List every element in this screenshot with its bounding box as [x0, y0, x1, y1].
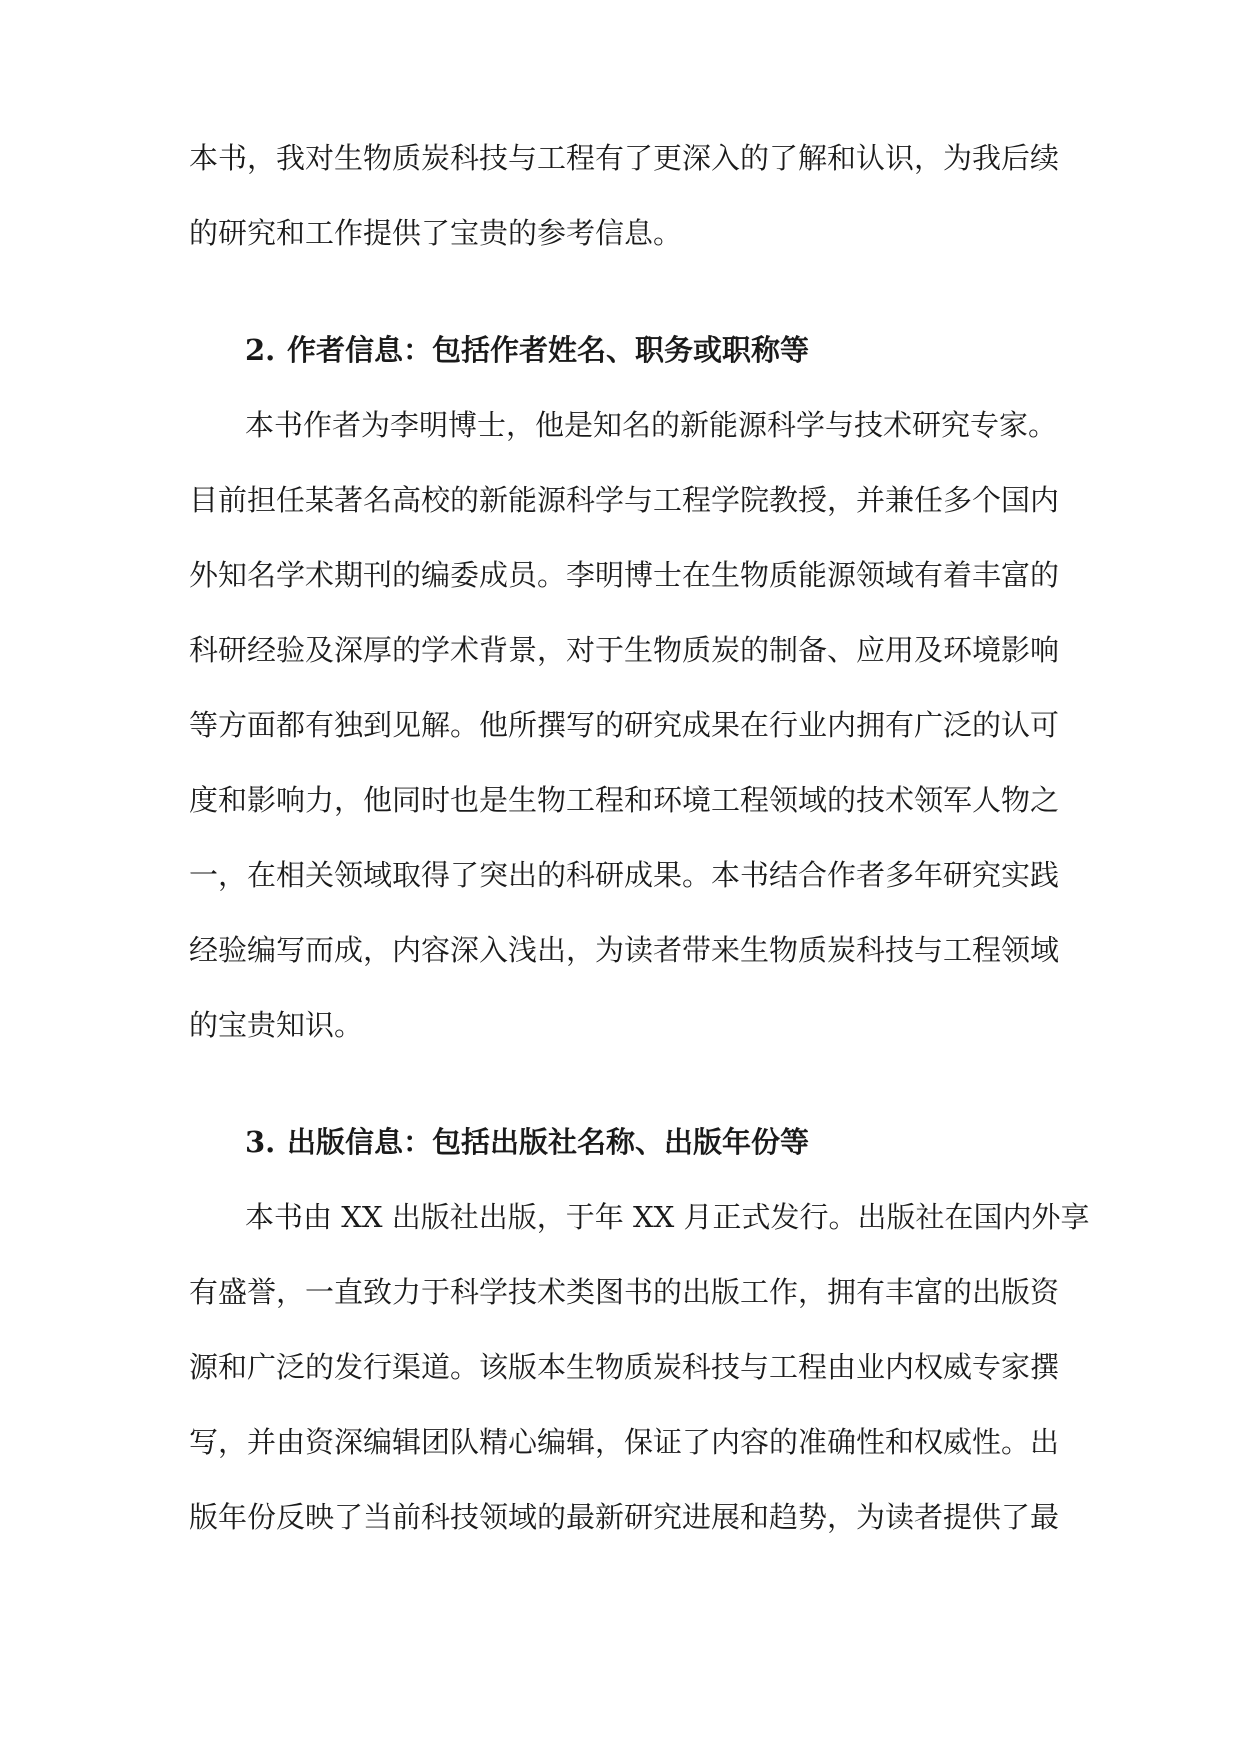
paragraph-line: 一，在相关领域取得了突出的科研成果。本书结合作者多年研究实践 [189, 858, 1060, 892]
section-number: 2. [245, 333, 276, 367]
paragraph-line: 版年份反映了当前科技领域的最新研究进展和趋势，为读者提供了最 [189, 1500, 1060, 1534]
paragraph-line: 等方面都有独到见解。他所撰写的研究成果在行业内拥有广泛的认可 [189, 708, 1060, 742]
section-title: 作者信息：包括作者姓名、职务或职称等 [287, 333, 810, 367]
paragraph-line: 外知名学术期刊的编委成员。李明博士在生物质能源领域有着丰富的 [189, 558, 1060, 592]
section-heading-author [245, 330, 809, 370]
section-title: 出版信息：包括出版社名称、出版年份等 [287, 1125, 810, 1159]
paragraph-line: 本书由 XX 出版社出版，于年 XX 月正式发行。出版社在国内外享 [245, 1200, 1090, 1234]
paragraph-line: 度和影响力，他同时也是生物工程和环境工程领域的技术领军人物之 [189, 783, 1060, 817]
paragraph-line: 科研经验及深厚的学术背景，对于生物质炭的制备、应用及环境影响 [189, 633, 1060, 667]
paragraph-line: 源和广泛的发行渠道。该版本生物质炭科技与工程由业内权威专家撰 [189, 1350, 1060, 1384]
paragraph-line: 目前担任某著名高校的新能源科学与工程学院教授，并兼任多个国内 [189, 483, 1060, 517]
section-heading-publication [245, 1122, 809, 1162]
paragraph-line: 本书，我对生物质炭科技与工程有了更深入的了解和认识，为我后续 [189, 141, 1060, 175]
paragraph-line: 写，并由资深编辑团队精心编辑，保证了内容的准确性和权威性。出 [189, 1425, 1060, 1459]
paragraph-line: 有盛誉，一直致力于科学技术类图书的出版工作，拥有丰富的出版资 [189, 1275, 1060, 1309]
paragraph-line: 经验编写而成，内容深入浅出，为读者带来生物质炭科技与工程领域 [189, 933, 1060, 967]
paragraph-line: 本书作者为李明博士，他是知名的新能源科学与技术研究专家。 [245, 408, 1058, 442]
section-number: 3. [245, 1125, 276, 1159]
paragraph-line: 的宝贵知识。 [189, 1008, 364, 1042]
paragraph-line: 的研究和工作提供了宝贵的参考信息。 [189, 216, 683, 250]
